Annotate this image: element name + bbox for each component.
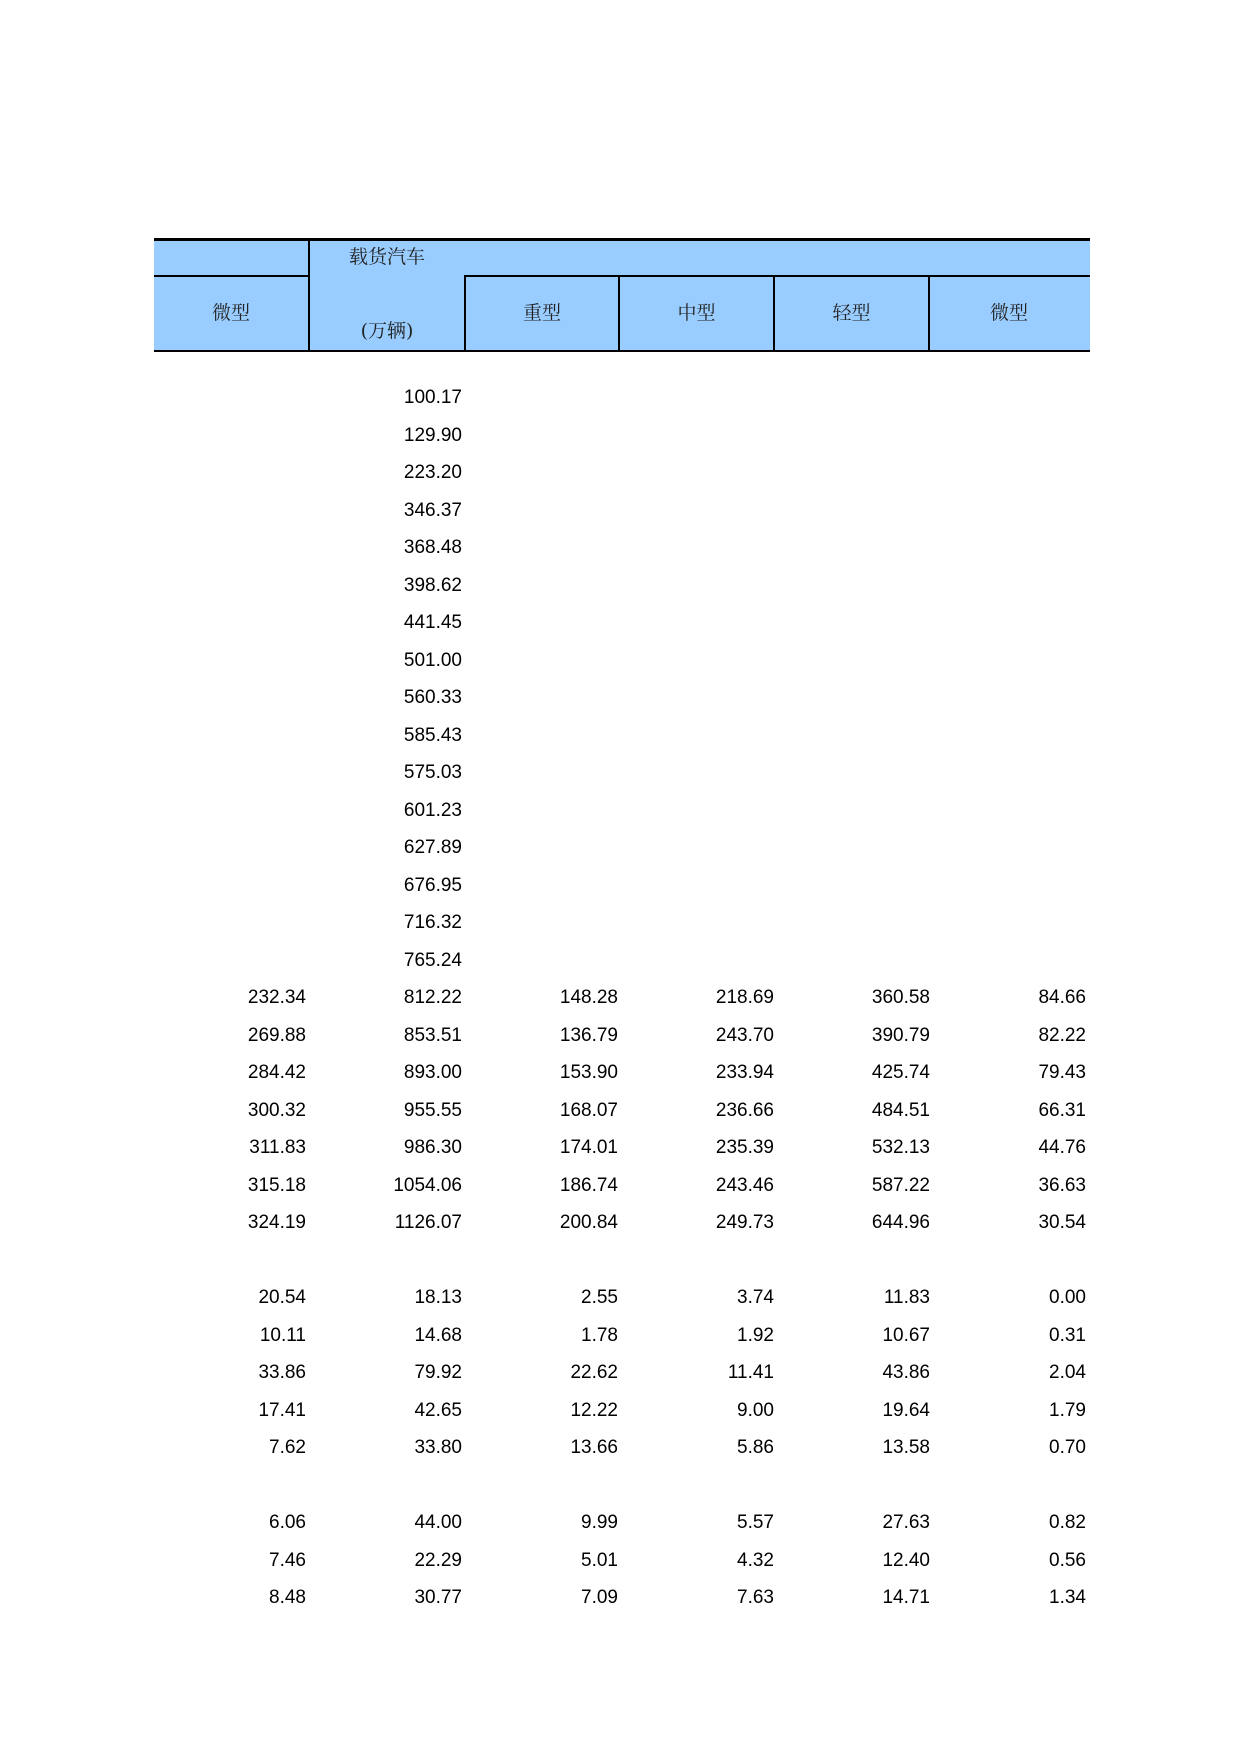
table-row xyxy=(154,1204,1090,1242)
table-cell xyxy=(778,829,930,867)
table-cell: 12.40 xyxy=(882,1549,930,1571)
table-cell xyxy=(622,792,774,830)
table-cell xyxy=(778,792,930,830)
table-cell: 5.01 xyxy=(581,1549,618,1571)
table-row xyxy=(154,904,1090,942)
table-cell: 575.03 xyxy=(403,762,462,783)
table-cell: 243.46 xyxy=(715,1174,774,1196)
table-cell: 0.56 xyxy=(1049,1549,1086,1571)
table-cell: 14.68 xyxy=(414,1324,462,1346)
table-cell: 8.48 xyxy=(269,1587,306,1608)
table-cell: 1.78 xyxy=(581,1324,618,1346)
table-row xyxy=(154,979,1090,1017)
table-cell: 27.63 xyxy=(882,1512,930,1533)
table-cell: 390.79 xyxy=(871,1024,930,1046)
table-cell: 765.24 xyxy=(403,949,462,971)
table-cell xyxy=(934,454,1086,492)
table-cell: 627.89 xyxy=(403,837,462,858)
table-cell: 560.33 xyxy=(403,687,462,708)
table-row xyxy=(154,567,1090,605)
table-cell xyxy=(466,379,618,417)
table-cell xyxy=(934,829,1086,867)
table-cell xyxy=(154,904,306,942)
table-cell xyxy=(466,417,618,455)
table-cell: 12.22 xyxy=(570,1399,618,1421)
table-cell xyxy=(154,417,306,455)
table-cell xyxy=(622,567,774,605)
table-cell: 136.79 xyxy=(559,1024,618,1046)
table-cell: 346.37 xyxy=(403,499,462,521)
table-cell xyxy=(466,754,618,792)
header-divider-right xyxy=(464,275,1090,277)
table-row xyxy=(154,642,1090,680)
table-cell xyxy=(154,642,306,680)
table-cell: 585.43 xyxy=(403,724,462,746)
table-cell xyxy=(934,379,1086,417)
table-cell xyxy=(622,529,774,567)
section-gap xyxy=(154,1242,1090,1280)
table-cell: 324.19 xyxy=(247,1212,306,1233)
table-cell xyxy=(622,604,774,642)
table-cell: 153.90 xyxy=(559,1062,618,1083)
table-row xyxy=(154,1579,1090,1617)
table-cell: 14.71 xyxy=(882,1587,930,1608)
table-cell xyxy=(154,717,306,755)
table-cell xyxy=(466,492,618,530)
table-cell: 11.41 xyxy=(727,1362,774,1383)
table-cell: 0.82 xyxy=(1049,1512,1086,1533)
table-cell xyxy=(934,417,1086,455)
table-cell: 129.90 xyxy=(403,424,462,446)
table-cell: 186.74 xyxy=(559,1174,618,1196)
table-cell: 2.55 xyxy=(581,1287,618,1308)
table-row xyxy=(154,717,1090,755)
table-cell xyxy=(778,604,930,642)
table-cell: 33.80 xyxy=(414,1437,462,1458)
table-cell: 235.39 xyxy=(715,1137,774,1158)
table-cell: 269.88 xyxy=(247,1024,306,1046)
table-cell: 249.73 xyxy=(715,1212,774,1233)
table-cell: 3.74 xyxy=(737,1287,774,1308)
table-cell: 20.54 xyxy=(258,1287,306,1308)
table-cell: 300.32 xyxy=(247,1099,306,1121)
table-cell xyxy=(622,379,774,417)
table-cell: 398.62 xyxy=(403,574,462,596)
header-group-label: 载货汽车 xyxy=(348,246,425,268)
table-cell: 1.34 xyxy=(1049,1587,1086,1608)
table-cell: 82.22 xyxy=(1038,1024,1086,1046)
table-row xyxy=(154,829,1090,867)
table-cell xyxy=(622,679,774,717)
table-cell xyxy=(622,829,774,867)
table-cell: 368.48 xyxy=(403,537,462,558)
table-cell: 425.74 xyxy=(871,1062,930,1083)
section-gap xyxy=(154,1467,1090,1505)
table-cell: 36.63 xyxy=(1038,1174,1086,1196)
table-cell: 311.83 xyxy=(249,1137,306,1158)
table-cell xyxy=(934,942,1086,980)
table-cell: 893.00 xyxy=(403,1062,462,1083)
table-cell xyxy=(154,679,306,717)
table-cell: 1126.07 xyxy=(394,1212,462,1233)
table-row xyxy=(154,1429,1090,1467)
table-cell xyxy=(466,679,618,717)
table-cell xyxy=(778,754,930,792)
table-row xyxy=(154,1129,1090,1167)
table-cell xyxy=(154,529,306,567)
statistics-table xyxy=(154,238,1090,1617)
table-cell xyxy=(466,604,618,642)
table-cell: 84.66 xyxy=(1038,987,1086,1008)
table-cell xyxy=(934,567,1086,605)
table-cell: 532.13 xyxy=(871,1137,930,1158)
table-cell: 676.95 xyxy=(403,874,462,896)
table-cell: 7.62 xyxy=(269,1437,306,1458)
table-cell xyxy=(778,867,930,905)
table-cell: 9.99 xyxy=(581,1512,618,1533)
table-cell: 0.70 xyxy=(1049,1437,1086,1458)
table-cell: 6.06 xyxy=(269,1512,306,1533)
table-cell xyxy=(154,379,306,417)
table-cell xyxy=(778,529,930,567)
table-cell: 100.17 xyxy=(403,387,462,408)
table-row xyxy=(154,1354,1090,1392)
table-cell: 223.20 xyxy=(403,462,462,483)
table-cell: 233.94 xyxy=(715,1062,774,1083)
table-cell: 4.32 xyxy=(737,1549,774,1571)
table-cell: 243.70 xyxy=(715,1024,774,1046)
header-unit-label: (万辆) xyxy=(360,320,414,342)
table-row xyxy=(154,867,1090,905)
table-cell xyxy=(466,529,618,567)
table-cell xyxy=(778,942,930,980)
table-cell: 284.42 xyxy=(247,1062,306,1083)
table-cell xyxy=(934,642,1086,680)
table-row xyxy=(154,1279,1090,1317)
table-cell: 236.66 xyxy=(715,1099,774,1121)
table-row xyxy=(154,1392,1090,1430)
table-cell: 5.86 xyxy=(737,1437,774,1458)
table-cell: 986.30 xyxy=(403,1137,462,1158)
table-cell xyxy=(622,642,774,680)
table-cell xyxy=(466,792,618,830)
table-cell xyxy=(466,567,618,605)
table-row xyxy=(154,1317,1090,1355)
table-cell xyxy=(778,417,930,455)
table-cell xyxy=(934,792,1086,830)
table-cell xyxy=(154,942,306,980)
table-cell xyxy=(934,867,1086,905)
table-cell xyxy=(934,717,1086,755)
table-cell xyxy=(154,604,306,642)
table-cell xyxy=(622,942,774,980)
table-cell xyxy=(466,454,618,492)
header-col-medium: 中型 xyxy=(677,302,716,324)
table-cell: 955.55 xyxy=(403,1099,462,1121)
table-cell: 218.69 xyxy=(715,987,774,1008)
table-cell xyxy=(466,904,618,942)
table-cell xyxy=(154,829,306,867)
table-cell: 441.45 xyxy=(403,612,462,633)
table-cell xyxy=(466,867,618,905)
table-cell xyxy=(934,604,1086,642)
table-cell xyxy=(622,717,774,755)
table-cell: 11.83 xyxy=(883,1287,930,1308)
table-cell: 1.79 xyxy=(1049,1399,1086,1421)
table-cell xyxy=(154,792,306,830)
header-col-mini-left: 微型 xyxy=(211,302,250,324)
table-body xyxy=(154,379,1090,1617)
table-cell xyxy=(778,454,930,492)
table-cell: 853.51 xyxy=(403,1024,462,1046)
header-col-mini-right: 微型 xyxy=(989,302,1028,324)
table-cell: 10.11 xyxy=(259,1324,306,1346)
table-cell xyxy=(622,867,774,905)
table-cell: 44.76 xyxy=(1038,1137,1086,1158)
table-cell: 148.28 xyxy=(559,987,618,1008)
table-cell: 13.66 xyxy=(570,1437,618,1458)
table-cell xyxy=(154,492,306,530)
table-row xyxy=(154,379,1090,417)
table-cell: 587.22 xyxy=(871,1174,930,1196)
table-row xyxy=(154,1017,1090,1055)
table-cell: 18.13 xyxy=(414,1287,462,1308)
table-row xyxy=(154,792,1090,830)
table-row xyxy=(154,604,1090,642)
table-cell: 601.23 xyxy=(403,799,462,821)
table-cell: 360.58 xyxy=(871,987,930,1008)
table-cell: 7.09 xyxy=(581,1587,618,1608)
table-cell: 5.57 xyxy=(737,1512,774,1533)
table-cell: 33.86 xyxy=(258,1362,306,1383)
table-cell xyxy=(154,454,306,492)
table-cell xyxy=(778,379,930,417)
table-cell xyxy=(778,679,930,717)
table-cell: 19.64 xyxy=(882,1399,930,1421)
table-cell xyxy=(778,567,930,605)
table-cell: 7.63 xyxy=(737,1587,774,1608)
table-cell xyxy=(934,492,1086,530)
table-cell: 0.00 xyxy=(1049,1287,1086,1308)
table-row xyxy=(154,492,1090,530)
table-cell xyxy=(934,679,1086,717)
table-row xyxy=(154,1504,1090,1542)
header-col-heavy: 重型 xyxy=(522,302,561,324)
table-cell xyxy=(778,717,930,755)
table-cell xyxy=(466,642,618,680)
table-cell: 168.07 xyxy=(559,1099,618,1121)
table-cell: 484.51 xyxy=(871,1099,930,1121)
table-cell xyxy=(778,904,930,942)
table-cell: 716.32 xyxy=(403,912,462,933)
table-cell xyxy=(934,904,1086,942)
table-cell: 30.77 xyxy=(414,1587,462,1608)
table-cell: 79.92 xyxy=(414,1362,462,1383)
table-cell xyxy=(466,942,618,980)
table-cell: 501.00 xyxy=(403,649,462,671)
table-cell: 66.31 xyxy=(1038,1099,1086,1121)
table-cell: 22.62 xyxy=(570,1362,618,1383)
table-cell: 812.22 xyxy=(403,987,462,1008)
table-cell xyxy=(778,492,930,530)
table-cell: 9.00 xyxy=(737,1399,774,1421)
table-cell: 200.84 xyxy=(559,1212,618,1233)
table-cell: 1054.06 xyxy=(393,1174,462,1196)
table-cell: 174.01 xyxy=(559,1137,618,1158)
table-row xyxy=(154,679,1090,717)
table-cell: 17.41 xyxy=(258,1399,306,1421)
table-cell xyxy=(154,867,306,905)
table-cell xyxy=(778,642,930,680)
table-row xyxy=(154,454,1090,492)
table-cell xyxy=(934,529,1086,567)
table-cell xyxy=(622,492,774,530)
table-cell: 644.96 xyxy=(871,1212,930,1233)
table-cell xyxy=(934,754,1086,792)
table-cell: 13.58 xyxy=(882,1437,930,1458)
table-cell: 7.46 xyxy=(269,1549,306,1571)
table-cell xyxy=(622,904,774,942)
table-row xyxy=(154,1092,1090,1130)
table-cell xyxy=(622,417,774,455)
table-cell: 10.67 xyxy=(882,1324,930,1346)
table-cell: 1.92 xyxy=(737,1324,774,1346)
table-cell: 22.29 xyxy=(414,1549,462,1571)
table-cell xyxy=(466,829,618,867)
table-cell: 232.34 xyxy=(247,987,306,1008)
table-cell: 44.00 xyxy=(414,1512,462,1533)
table-row xyxy=(154,1167,1090,1205)
table-cell xyxy=(622,454,774,492)
table-cell xyxy=(154,567,306,605)
table-row xyxy=(154,1542,1090,1580)
table-cell: 42.65 xyxy=(414,1399,462,1421)
table-cell: 43.86 xyxy=(882,1362,930,1383)
table-cell xyxy=(622,754,774,792)
table-row xyxy=(154,1054,1090,1092)
table-row xyxy=(154,529,1090,567)
table-row xyxy=(154,754,1090,792)
header-col-light: 轻型 xyxy=(832,302,871,324)
table-cell xyxy=(154,754,306,792)
table-cell: 2.04 xyxy=(1049,1362,1086,1383)
table-header xyxy=(154,238,1090,352)
table-row xyxy=(154,942,1090,980)
table-cell: 79.43 xyxy=(1038,1062,1086,1083)
table-cell: 30.54 xyxy=(1038,1212,1086,1233)
table-row xyxy=(154,417,1090,455)
table-cell: 0.31 xyxy=(1049,1324,1086,1346)
table-cell xyxy=(466,717,618,755)
header-divider-left xyxy=(154,275,310,277)
table-cell: 315.18 xyxy=(247,1174,306,1196)
